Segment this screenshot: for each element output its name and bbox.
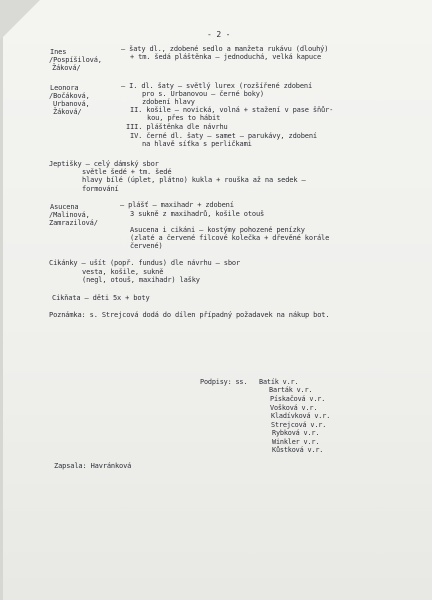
cast-leonora-line-1: /Bočáková, <box>49 92 90 100</box>
costume-ines-line-1: – šaty dl., zdobené sedlo a manžeta rukávu (dlouhý) <box>121 45 329 53</box>
role-cikanky-line-3: (negl, otouš, maxihadr) lašky <box>82 276 200 284</box>
folded-corner <box>0 0 40 40</box>
costume-ines-line-2: + tm. šedá pláštěnka – jednoduchá, velká kapuce <box>130 53 322 61</box>
role-jeptisky-line-3: hlavy bílé (úplet, plátno) kukla + rouška až na sedek – <box>82 176 306 184</box>
signatures-label: Podpisy: ss. <box>200 378 248 386</box>
costume-asucena-line-1: – plášť – maxihadr + zdobení <box>120 201 234 209</box>
signature-name: Kladívková v.r. <box>271 412 331 420</box>
costume-leonora-line-4: II. košile – novická, volná + stažení v pase šňůr- <box>130 106 334 114</box>
role-cikanky-line-2: vesta, košile, sukně <box>82 268 164 276</box>
page-edge-shadow <box>0 0 3 600</box>
costume-leonora-line-3: zdobení hlavy <box>142 98 195 106</box>
signature-name: Rybková v.r. <box>272 429 320 437</box>
signature-name: Strejcová v.r. <box>271 421 327 429</box>
cast-ines-line-1: /Pospíšilová, <box>49 56 102 64</box>
costume-asucena-line-5: (zlaté a červené filcové kolečka + dřevěné korále <box>130 234 330 242</box>
costume-leonora-line-1: – I. dl. šaty – světlý lurex (rozšířené zdobení <box>121 82 313 90</box>
signature-name: Winkler v.r. <box>272 438 320 446</box>
signature-name: Pískačová v.r. <box>270 395 326 403</box>
costume-leonora-line-2: pro s. Urbanovou – černé boky) <box>142 90 264 98</box>
costume-leonora-line-8: na hlavě síťka s perličkami <box>142 140 252 148</box>
signature-name: Vošková v.r. <box>270 404 318 412</box>
role-cikanata-line-1: Cikňata – děti 5x + boty <box>52 294 150 302</box>
costume-asucena-line-6: červené) <box>130 242 163 250</box>
costume-leonora-line-5: kou, přes to hábit <box>147 114 221 122</box>
cast-asucena-line-1: /Malinová, <box>49 211 90 219</box>
role-name-asucena: Asucena <box>50 203 79 211</box>
signature-name: Kůstková v.r. <box>272 446 324 454</box>
signature-name: Batík v.r. <box>259 378 299 386</box>
role-name-ines: Ines <box>50 48 67 56</box>
signature-name: Barták v.r. <box>269 386 313 394</box>
role-jeptisky-line-4: formování <box>82 185 119 193</box>
page-number: - 2 - <box>207 30 231 39</box>
cast-leonora-line-3: Žáková/ <box>53 108 82 116</box>
cast-asucena-line-2: Zamrazilová/ <box>49 219 98 227</box>
role-name-leonora: Leonora <box>50 84 79 92</box>
cast-ines-line-2: Žáková/ <box>52 64 81 72</box>
role-jeptisky-line-1: Jeptišky – celý dámský sbor <box>49 160 159 168</box>
costume-leonora-line-7: IV. černé dl. šaty – samet – parukávy, zdobení <box>130 132 317 140</box>
role-jeptisky-line-2: světle šedé + tm. šedé <box>82 168 172 176</box>
role-cikanky-line-1: Cikánky – ušít (popř. fundus) dle návrhu – sbor <box>49 259 241 267</box>
costume-leonora-line-6: III. pláštěnka dle návrhu <box>126 123 228 131</box>
costume-asucena-line-2: 3 sukně z maxihadrů, košile otouš <box>130 210 265 218</box>
note-line: Poznámka: s. Strejcová dodá do dílen případný požadavek na nákup bot. <box>49 311 330 319</box>
typed-by-line: Zapsala: Havránková <box>54 462 132 470</box>
cast-leonora-line-2: Urbanová, <box>53 100 90 108</box>
costume-asucena-line-4: Asucena i cikáni – kostýmy pohozené penízky <box>130 226 305 234</box>
